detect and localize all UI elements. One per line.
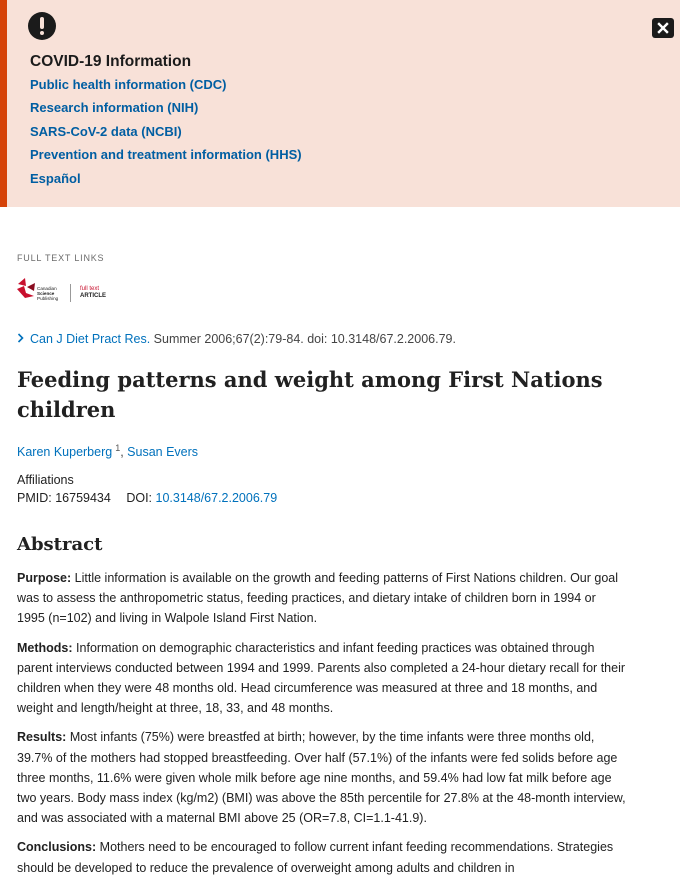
full-text-article-label: full text ARTICLE	[80, 286, 106, 299]
csp-maple-leaf-icon	[16, 277, 36, 299]
abstract-heading: Abstract	[17, 534, 103, 555]
author-link[interactable]: Susan Evers	[127, 445, 199, 459]
doi-label: DOI:	[126, 491, 153, 505]
doi-link[interactable]: 10.3148/67.2.2006.79	[155, 491, 278, 505]
abstract-purpose: Purpose: Little information is available on the growth and feeding patterns of First Nations children. Our goal was to assess the anthropometric status, feeding practices, and dietary intake of children born in 1994 or 1995 (n=102) and living in Walpole Island First Nation.	[17, 571, 619, 626]
alert-title: COVID-19 Information	[30, 53, 192, 70]
citation-details: Summer 2006;67(2):79-84. doi: 10.3148/67.2.2006.79.	[153, 332, 456, 346]
covid-alert-banner	[0, 0, 680, 207]
alert-link-espanol[interactable]: Español	[30, 170, 81, 186]
abstract-conclusions: Conclusions: Mothers need to be encouraged to follow current infant feeding recommendations. Strategies should be developed to reduce the prevalence of overweight among adults and children in	[17, 840, 614, 875]
author-link[interactable]: Karen Kuperberg	[17, 445, 113, 459]
alert-link-cdc[interactable]: Public health information (CDC)	[30, 77, 227, 92]
author-list: Karen Kuperberg $^1$, Susan Evers	[17, 443, 199, 459]
exclamation-circle-icon	[28, 12, 56, 40]
alert-link-hhs[interactable]: Prevention and treatment information (HHS)	[30, 147, 302, 163]
affiliations-toggle[interactable]: Affiliations	[17, 473, 74, 487]
abstract-methods: Methods: Information on demographic characteristics and infant feeding practices was obtained through parent interviews conducted between 1994 and 1999. Parents also completed a 24-hour dietary recall for their children when they were 48 months old. Head circumference was measured at three and 18 months, and weight and length/height at three, 18, 33, and 48 months.	[17, 640, 626, 716]
logo-divider	[70, 284, 71, 302]
chevron-right-icon	[17, 333, 24, 343]
publisher-name: Canadian Science Publishing	[37, 286, 59, 302]
journal-link[interactable]: Can J Diet Pract Res.	[30, 332, 151, 346]
alert-link-ncbi[interactable]: SARS-CoV-2 data (NCBI)	[30, 123, 182, 139]
article-identifiers	[17, 491, 277, 505]
publisher-full-text-link[interactable]	[16, 276, 116, 304]
pmid-value: 16759434	[55, 491, 111, 505]
abstract-body	[17, 568, 627, 880]
close-icon	[657, 22, 669, 34]
alert-links-list	[30, 76, 302, 193]
citation-line	[17, 332, 456, 346]
abstract-results: Results: Most infants (75%) were breastfed at birth; however, by the time infants were three months old, 39.7% of the mothers had stopped breastfeeding. Over half (57.1%) of the infants were fed solids before age three months, 11.6% were given whole milk before age nine months, and 59.4% had low fat milk before age two years. Body mass index (kg/m2) (BMI) was above the 85th percentile for 27.8% at the 48-month interview, and was associated with a maternal BMI above 25 (OR=7.8, CI=1.1-41.9).	[17, 730, 626, 826]
close-alert-button[interactable]	[652, 18, 674, 38]
article-title: Feeding patterns and weight among First Nations children	[17, 367, 603, 422]
full-text-links-heading: FULL TEXT LINKS	[17, 253, 105, 263]
alert-link-nih[interactable]: Research information (NIH)	[30, 100, 199, 116]
pmid-label: PMID:	[17, 491, 52, 505]
author-affiliation-ref[interactable]: 1	[115, 443, 121, 453]
